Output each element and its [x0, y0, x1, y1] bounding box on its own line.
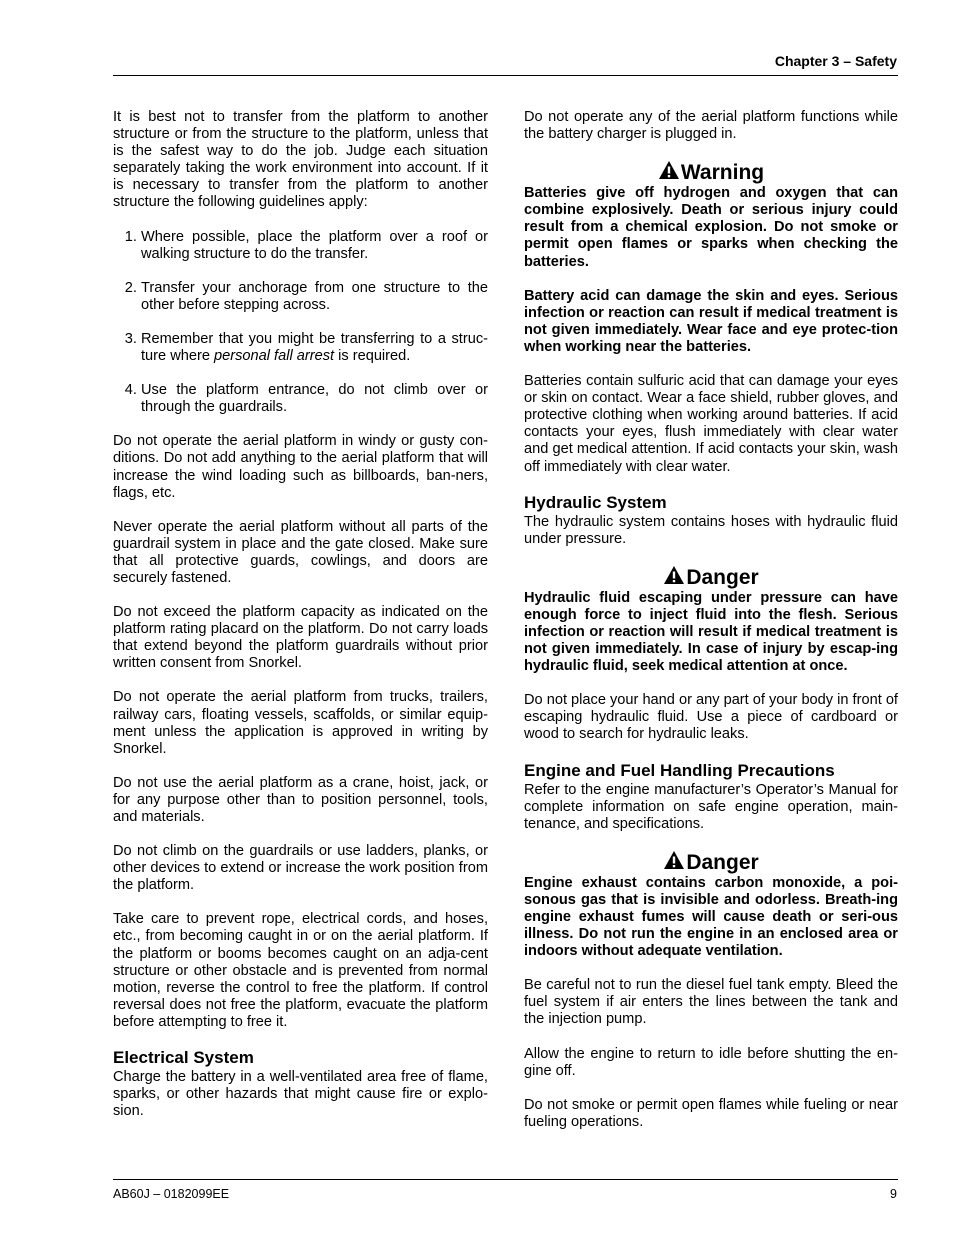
warning-heading [524, 160, 898, 185]
right-column [524, 109, 898, 1148]
list-item: 1. Where possible, place the platform over a roof or walking structure to do the transfer. [141, 229, 488, 263]
list-item: 4. Use the platform entrance, do not climb over or through the guardrails. [141, 382, 488, 416]
list-item-text: is required. [334, 348, 411, 365]
warning-text-acid: Battery acid can damage the skin and eyes. Serious infection or reaction can result if medical treatment is not given immediately. Wear face and eye protec-tion when working near the batteries. [524, 287, 898, 355]
charger-paragraph: Do not operate any of the aerial platform functions while the battery charger is plugged in. [524, 109, 898, 143]
footer-doc-id: AB60J – 0182099EE [113, 1187, 230, 1201]
page-header-title: Chapter 3 – Safety [774, 53, 897, 69]
transfer-guidelines-list [113, 229, 488, 417]
list-item [141, 331, 488, 365]
wind-paragraph: Do not operate the aerial platform in windy or gusty con-ditions. Do not add anything to the aerial platform that will increase the wind loading such as billboards, ban-ners, flags, etc. [113, 433, 488, 501]
smoke-paragraph: Do not smoke or permit open flames while fueling or near fueling operations. [524, 1096, 898, 1130]
trucks-paragraph: Do not operate the aerial platform from trucks, trailers, railway cars, floating vessels, scaffolds, or similar equip-ment unless the application is approved in writing by Snorkel. [113, 689, 488, 757]
danger-text-exhaust: Engine exhaust contains carbon monoxide, a poi-sonous gas that is invisible and odorless. Breath-ing engine exhaust fumes will cause death or seri-ous illness. Do not run the engine in an enclosed area or indoors without adequate ventilation. [524, 874, 898, 960]
capacity-paragraph: Do not exceed the platform capacity as indicated on the platform rating placard on the platform. Do not carry loads that extend beyond the platform guardrails without prior written consent from Snorkel. [113, 604, 488, 672]
climb-paragraph: Do not climb on the guardrails or use ladders, planks, or other devices to extend or increase the work position from the platform. [113, 843, 488, 894]
list-item-text: Remember that you might be transferring to a struc-ture where [141, 330, 488, 365]
warning-label: Warning [680, 161, 765, 185]
warning-triangle-icon [658, 160, 680, 180]
header-rule [113, 75, 898, 76]
warning-triangle-icon [663, 850, 685, 870]
left-column [113, 109, 488, 1137]
transfer-intro: It is best not to transfer from the platform to another structure or from the structure to the platform, unless that is the safest way to do the job. Judge each situation separately taking the work environment into account. If it is necessary to transfer from the platform to another structure the following guidelines apply: [113, 109, 488, 211]
engine-fuel-text: Refer to the engine manufacturer’s Operator’s Manual for complete information on safe engine operation, main-tenance, and specifications. [524, 781, 898, 832]
danger-heading [524, 850, 898, 875]
rope-paragraph: Take care to prevent rope, electrical cords, and hoses, etc., from becoming caught in or on the aerial platform. If the platform or booms becomes caught on an adja-cent structure or other obstacle and is prevented from normal motion, reverse the control to free the platform. If control reversal does not free the platform, evacuate the platform before attempting to free it. [113, 911, 488, 1030]
idle-paragraph: Allow the engine to return to idle before shutting the en-gine off. [524, 1045, 898, 1079]
engine-fuel-heading: Engine and Fuel Handling Precautions [524, 760, 835, 780]
electrical-system-heading: Electrical System [113, 1048, 254, 1068]
electrical-system-text: Charge the battery in a well-ventilated area free of flame, sparks, or other hazards that might cause fire or explo-sion. [113, 1069, 488, 1120]
danger-text-hydraulic: Hydraulic fluid escaping under pressure can have enough force to inject fluid into the flesh. Serious infection or reaction will result if medical treatment is not given immediately. In case of injury by escap-ing hydraulic fluid, seek medical attention at once. [524, 589, 898, 675]
acid-paragraph: Batteries contain sulfuric acid that can damage your eyes or skin on contact. Wear a face shield, rubber gloves, and protective clothing when working around batteries. If acid contacts your eyes, flush immediately with clear water and get medical attention. If acid contacts your skin, wash off immediately with clear water. [524, 373, 898, 475]
guardrail-paragraph: Never operate the aerial platform without all parts of the guardrail system in place and the gate closed. Make sure that all protective guards, cowlings, and doors are securely fastened. [113, 518, 488, 586]
hand-paragraph: Do not place your hand or any part of your body in front of escaping hydraulic fluid. Use a piece of cardboard or wood to search for hydraulic leaks. [524, 692, 898, 743]
diesel-paragraph: Be careful not to run the diesel fuel tank empty. Bleed the fuel system if air enters the lines between the tank and the injection pump. [524, 977, 898, 1028]
hydraulic-system-text: The hydraulic system contains hoses with hydraulic fluid under pressure. [524, 513, 898, 547]
warning-triangle-icon [663, 565, 685, 585]
warning-text-batteries: Batteries give off hydrogen and oxygen that can combine explosively. Death or serious injury could result from a chemical explosion. Do not smoke or permit open flames or sparks when checking the batteries. [524, 185, 898, 270]
fall-arrest-term: personal fall arrest [214, 348, 335, 365]
crane-paragraph: Do not use the aerial platform as a crane, hoist, jack, or for any purpose other than to position personnel, tools, and materials. [113, 774, 488, 825]
footer-page-number: 9 [890, 1187, 897, 1201]
danger-label: Danger [686, 850, 759, 874]
list-item: 2. Transfer your anchorage from one structure to the other before stepping across. [141, 280, 488, 314]
hydraulic-system-heading: Hydraulic System [524, 492, 667, 512]
danger-heading [524, 565, 898, 590]
footer-rule [113, 1179, 898, 1180]
danger-label: Danger [686, 565, 759, 589]
